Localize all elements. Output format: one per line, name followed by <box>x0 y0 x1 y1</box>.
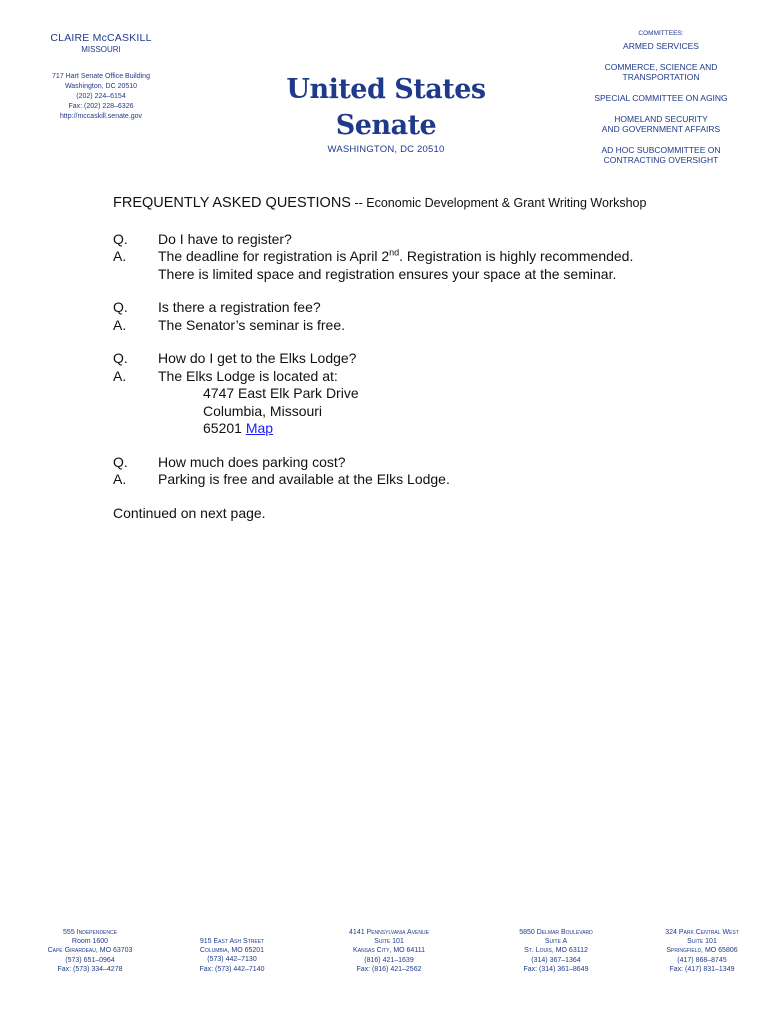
committee-line: ARMED SERVICES <box>623 41 699 51</box>
senator-name: CLAIRE McCASKILL <box>50 32 152 44</box>
lodge-address <box>158 385 653 438</box>
office-line: Suite 101 <box>374 938 404 946</box>
answer-text-part: The Elks Lodge is located at: <box>158 367 338 384</box>
senate-title: United States Senate <box>286 74 486 141</box>
office-springfield <box>648 928 756 974</box>
office-cape-girardeau <box>30 928 150 974</box>
a-label: A. <box>113 367 127 384</box>
committees-heading: COMMITTEES: <box>638 30 684 37</box>
office-line: Kansas City, MO 64111 <box>353 947 425 955</box>
committee-line: HOMELAND SECURITY <box>614 114 708 124</box>
question-text: Is there a registration fee? <box>158 299 321 315</box>
committee-item <box>580 114 742 134</box>
dc-office-website: http://mccaskill.senate.gov <box>59 113 143 120</box>
committee-line: CONTRACTING OVERSIGHT <box>603 155 719 165</box>
map-link[interactable]: Map <box>245 420 274 436</box>
dc-office-address <box>30 72 172 122</box>
office-line: Suite 101 <box>687 938 717 946</box>
office-line: Columbia, MO 65201 <box>199 947 265 955</box>
office-line: Cape Girardeau, MO 63703 <box>47 947 133 955</box>
question-4 <box>113 454 653 472</box>
faq-heading-rest: Economic Development & Grant Writing Workshop <box>366 196 647 210</box>
committee-item <box>580 62 742 82</box>
dc-office-line: Washington, DC 20510 <box>64 83 138 90</box>
office-line: Fax: (314) 361–8649 <box>523 965 589 973</box>
address-street: 4747 East Elk Park Drive <box>203 385 359 401</box>
office-line: (314) 367–1364 <box>531 956 581 964</box>
committees-block <box>580 29 742 176</box>
office-line: St. Louis, MO 63112 <box>524 947 588 955</box>
address-city: Columbia, Missouri <box>203 402 323 419</box>
q-label: Q. <box>113 230 128 247</box>
ordinal-suffix: nd <box>389 247 400 258</box>
answer-text: The Senator’s seminar is free. <box>158 316 346 333</box>
office-st-louis <box>496 928 616 974</box>
office-line: Suite A <box>544 938 568 946</box>
committee-line: AND GOVERNMENT AFFAIRS <box>601 124 721 134</box>
office-line: Fax: (573) 334–4278 <box>57 965 123 973</box>
office-line: Fax: (816) 421–2562 <box>356 965 422 973</box>
senate-city: WASHINGTON, DC 20510 <box>327 144 445 155</box>
committee-item <box>580 41 742 51</box>
office-line: (417) 868–8745 <box>677 956 727 964</box>
dc-office-line: (202) 224–6154 <box>76 93 126 100</box>
answer-text-part: . Registration is highly recommended. There is limited space and registration ensures your space at the seminar. <box>158 248 634 282</box>
dc-office-line: 717 Hart Senate Office Building <box>52 73 150 80</box>
committee-line: TRANSPORTATION <box>622 72 700 82</box>
question-1 <box>113 231 653 249</box>
faq-heading-main: FREQUENTLY ASKED QUESTIONS <box>113 195 351 211</box>
faq-document <box>113 194 653 522</box>
question-text: Do I have to register? <box>158 230 292 247</box>
committee-line: COMMERCE, SCIENCE AND <box>604 62 718 72</box>
committee-line: AD HOC SUBCOMMITTEE ON <box>601 145 721 155</box>
q-label: Q. <box>113 299 128 315</box>
office-line: Springfield, MO 65806 <box>666 947 738 955</box>
committee-line: SPECIAL COMMITTEE ON AGING <box>594 93 728 103</box>
office-line: Room 1600 <box>71 938 109 946</box>
office-line: 5850 Delmar Boulevard <box>519 929 593 936</box>
office-line: (573) 442–7130 <box>207 956 257 964</box>
footer-offices <box>0 926 768 986</box>
office-kansas-city <box>326 928 452 974</box>
continued-note: Continued on next page. <box>113 504 266 521</box>
office-line: (816) 421–1639 <box>364 956 414 964</box>
answer-3 <box>113 368 653 438</box>
answer-text <box>158 248 653 283</box>
q-label: Q. <box>113 350 128 366</box>
dc-office-line: Fax: (202) 228–6326 <box>68 103 134 110</box>
office-line: 324 Park Central West <box>665 929 739 936</box>
office-columbia <box>176 937 288 974</box>
a-label: A. <box>113 471 127 487</box>
office-line: 555 Independence <box>63 929 117 936</box>
answer-1 <box>113 248 653 283</box>
question-text: How much does parking cost? <box>158 453 346 470</box>
a-label: A. <box>113 248 127 264</box>
a-label: A. <box>113 316 127 333</box>
office-line: 4141 Pennsylvania Avenue <box>349 929 429 936</box>
faq-heading-sep: -- <box>350 196 367 210</box>
committee-item <box>580 145 742 165</box>
question-text: How do I get to the Elks Lodge? <box>158 350 357 366</box>
question-2 <box>113 299 653 317</box>
answer-text-part: The deadline for registration is April 2 <box>158 248 390 264</box>
q-label: Q. <box>113 453 128 470</box>
office-line: 915 East Ash Street <box>199 938 265 945</box>
committee-item <box>580 93 742 103</box>
answer-text <box>158 368 653 438</box>
senator-block <box>30 32 172 122</box>
senator-state: MISSOURI <box>81 45 121 54</box>
answer-2 <box>113 317 653 335</box>
office-line: Fax: (417) 831–1349 <box>669 965 735 973</box>
question-3 <box>113 350 653 368</box>
faq-heading <box>113 194 653 213</box>
office-line: Fax: (573) 442–7140 <box>199 965 265 973</box>
address-zip-row <box>203 420 653 438</box>
address-zip: 65201 <box>203 420 242 436</box>
answer-text: Parking is free and available at the Elks Lodge. <box>158 471 450 487</box>
senate-masthead <box>240 72 532 155</box>
answer-4 <box>113 471 653 489</box>
office-line: (573) 651–0964 <box>65 956 115 964</box>
